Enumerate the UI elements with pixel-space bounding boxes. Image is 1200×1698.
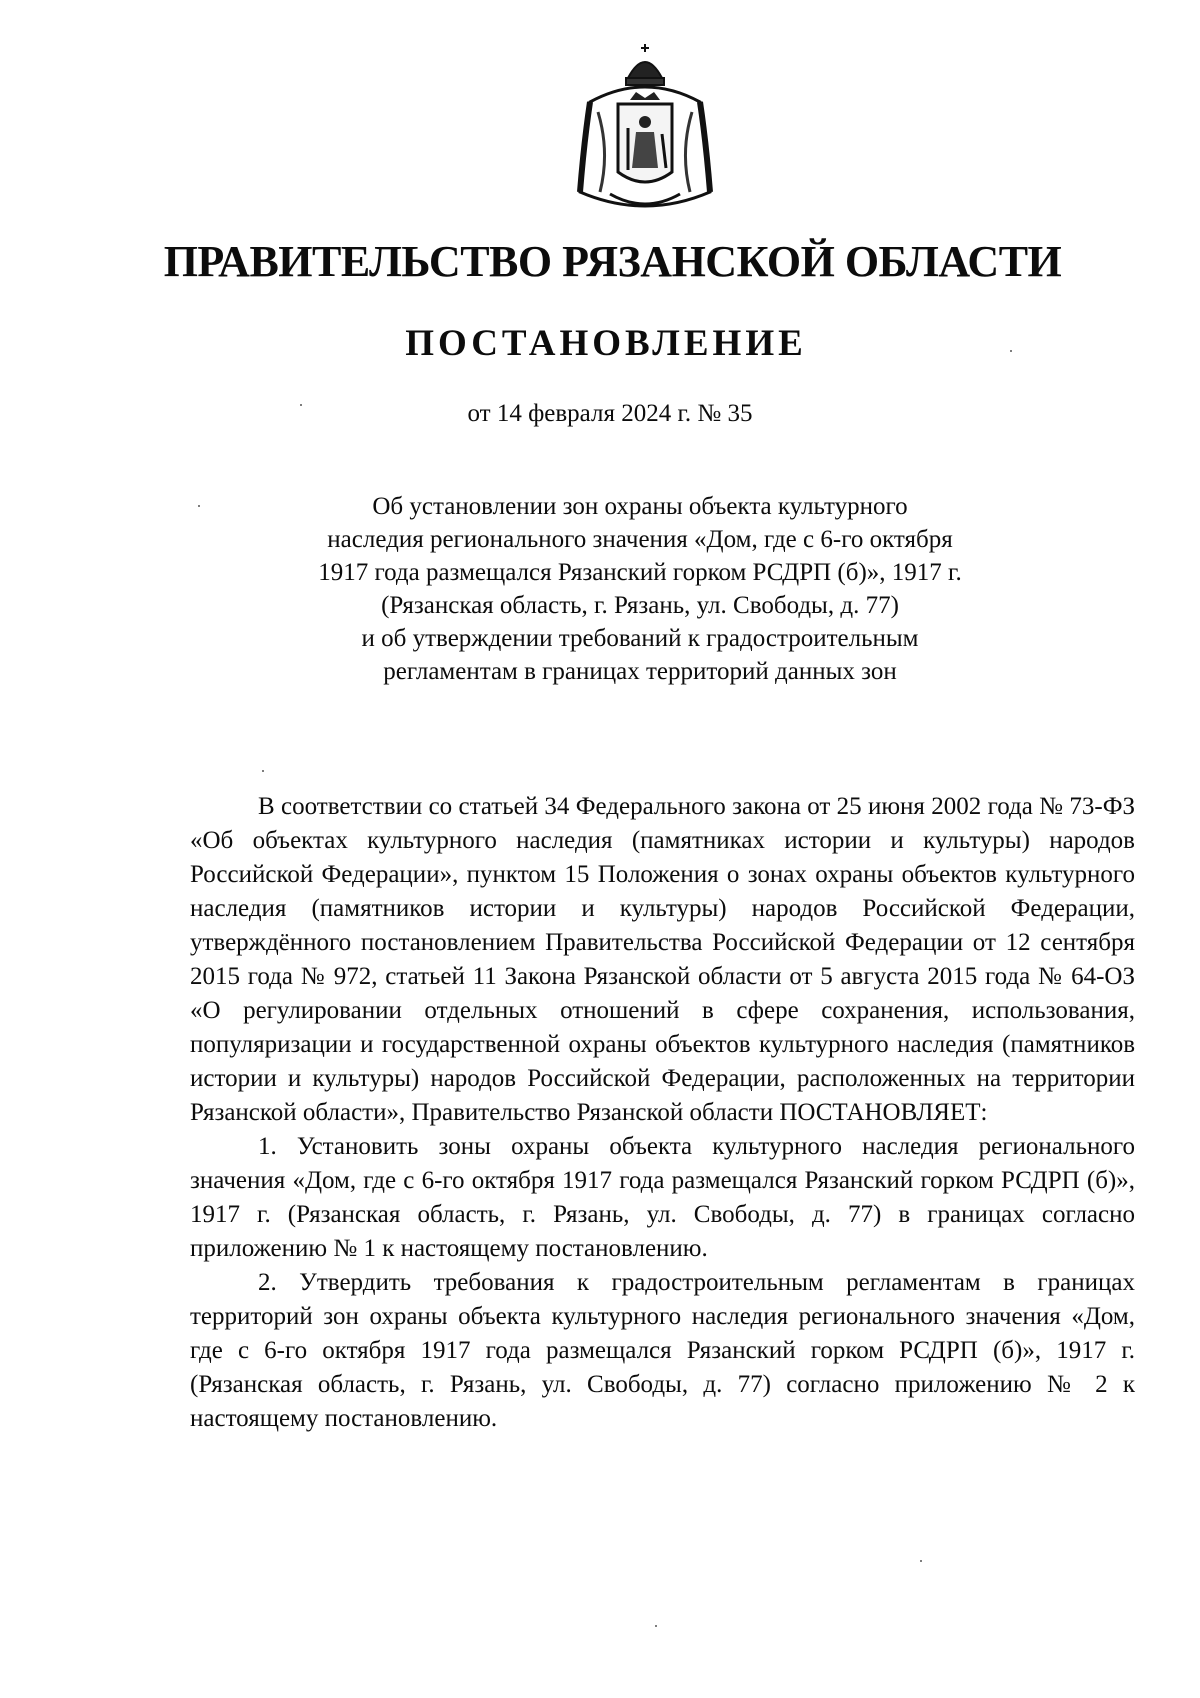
subject-line: регламентам в границах территорий данных зон	[383, 658, 897, 685]
coat-of-arms-icon	[570, 42, 720, 220]
scan-speck	[198, 505, 200, 507]
document-date-number: от 14 февраля 2024 г. № 35	[467, 400, 753, 427]
scan-speck	[1010, 350, 1012, 352]
preamble-paragraph: В соответствии со статьей 34 Федерального закона от 25 июня 2002 года № 73-ФЗ «Об объектах культурного наследия (памятниках истории и культуры) народов Российской Федерации», пунктом 15 Положения о зонах охраны объектов культурного наследия (памятников истории и культуры) народов Российской Федерации, утверждённого постановлением Правительства Российской Федерации от 12 сентября 2015 года № 972, статьей 11 Закона Рязанской области от 5 августа 2015 года № 64-ОЗ «О регулировании отдельных отношений в сфере сохранения, использования, популяризации и государственной охраны объектов культурного наследия (памятников истории и культуры) народов Российской Федерации, расположенных на территории Рязанской области», Правительство Рязанской области ПОСТАНОВЛЯЕТ:	[190, 793, 1135, 1126]
organization-title: ПРАВИТЕЛЬСТВО РЯЗАНСКОЙ ОБЛАСТИ	[163, 237, 1062, 286]
resolution-item-2: 2. Утвердить требования к градостроительным регламентам в границах территорий зон охраны объекта культурного наследия регионального значения «Дом, где с 6-го октября 1917 года размещался Рязанский горком РСДРП (б)», 1917 г. (Рязанская область, г. Рязань, ул. Свободы, д. 77) согласно приложению № 2 к настоящему постановлению.	[190, 1269, 1135, 1432]
subject-line: 1917 года размещался Рязанский горком РСДРП (б)», 1917 г.	[318, 559, 962, 586]
document-type: ПОСТАНОВЛЕНИЕ	[405, 323, 807, 364]
scan-speck	[262, 770, 264, 772]
document-body	[190, 790, 1135, 1436]
subject-line: и об утверждении требований к градостроительным	[361, 625, 919, 652]
scan-speck	[920, 1560, 922, 1562]
subject-line: Об установлении зон охраны объекта культурного	[372, 493, 908, 520]
subject-line: наследия регионального значения «Дом, где с 6-го октября	[327, 526, 953, 553]
subject-line: (Рязанская область, г. Рязань, ул. Свободы, д. 77)	[381, 592, 899, 619]
resolution-item-1: 1. Установить зоны охраны объекта культурного наследия регионального значения «Дом, где с 6-го октября 1917 года размещался Рязанский горком РСДРП (б)», 1917 г. (Рязанская область, г. Рязань, ул. Свободы, д. 77) в границах согласно приложению № 1 к настоящему постановлению.	[190, 1133, 1135, 1262]
document-subject	[240, 490, 1040, 688]
scan-speck	[655, 1625, 657, 1627]
scan-speck	[300, 404, 302, 406]
